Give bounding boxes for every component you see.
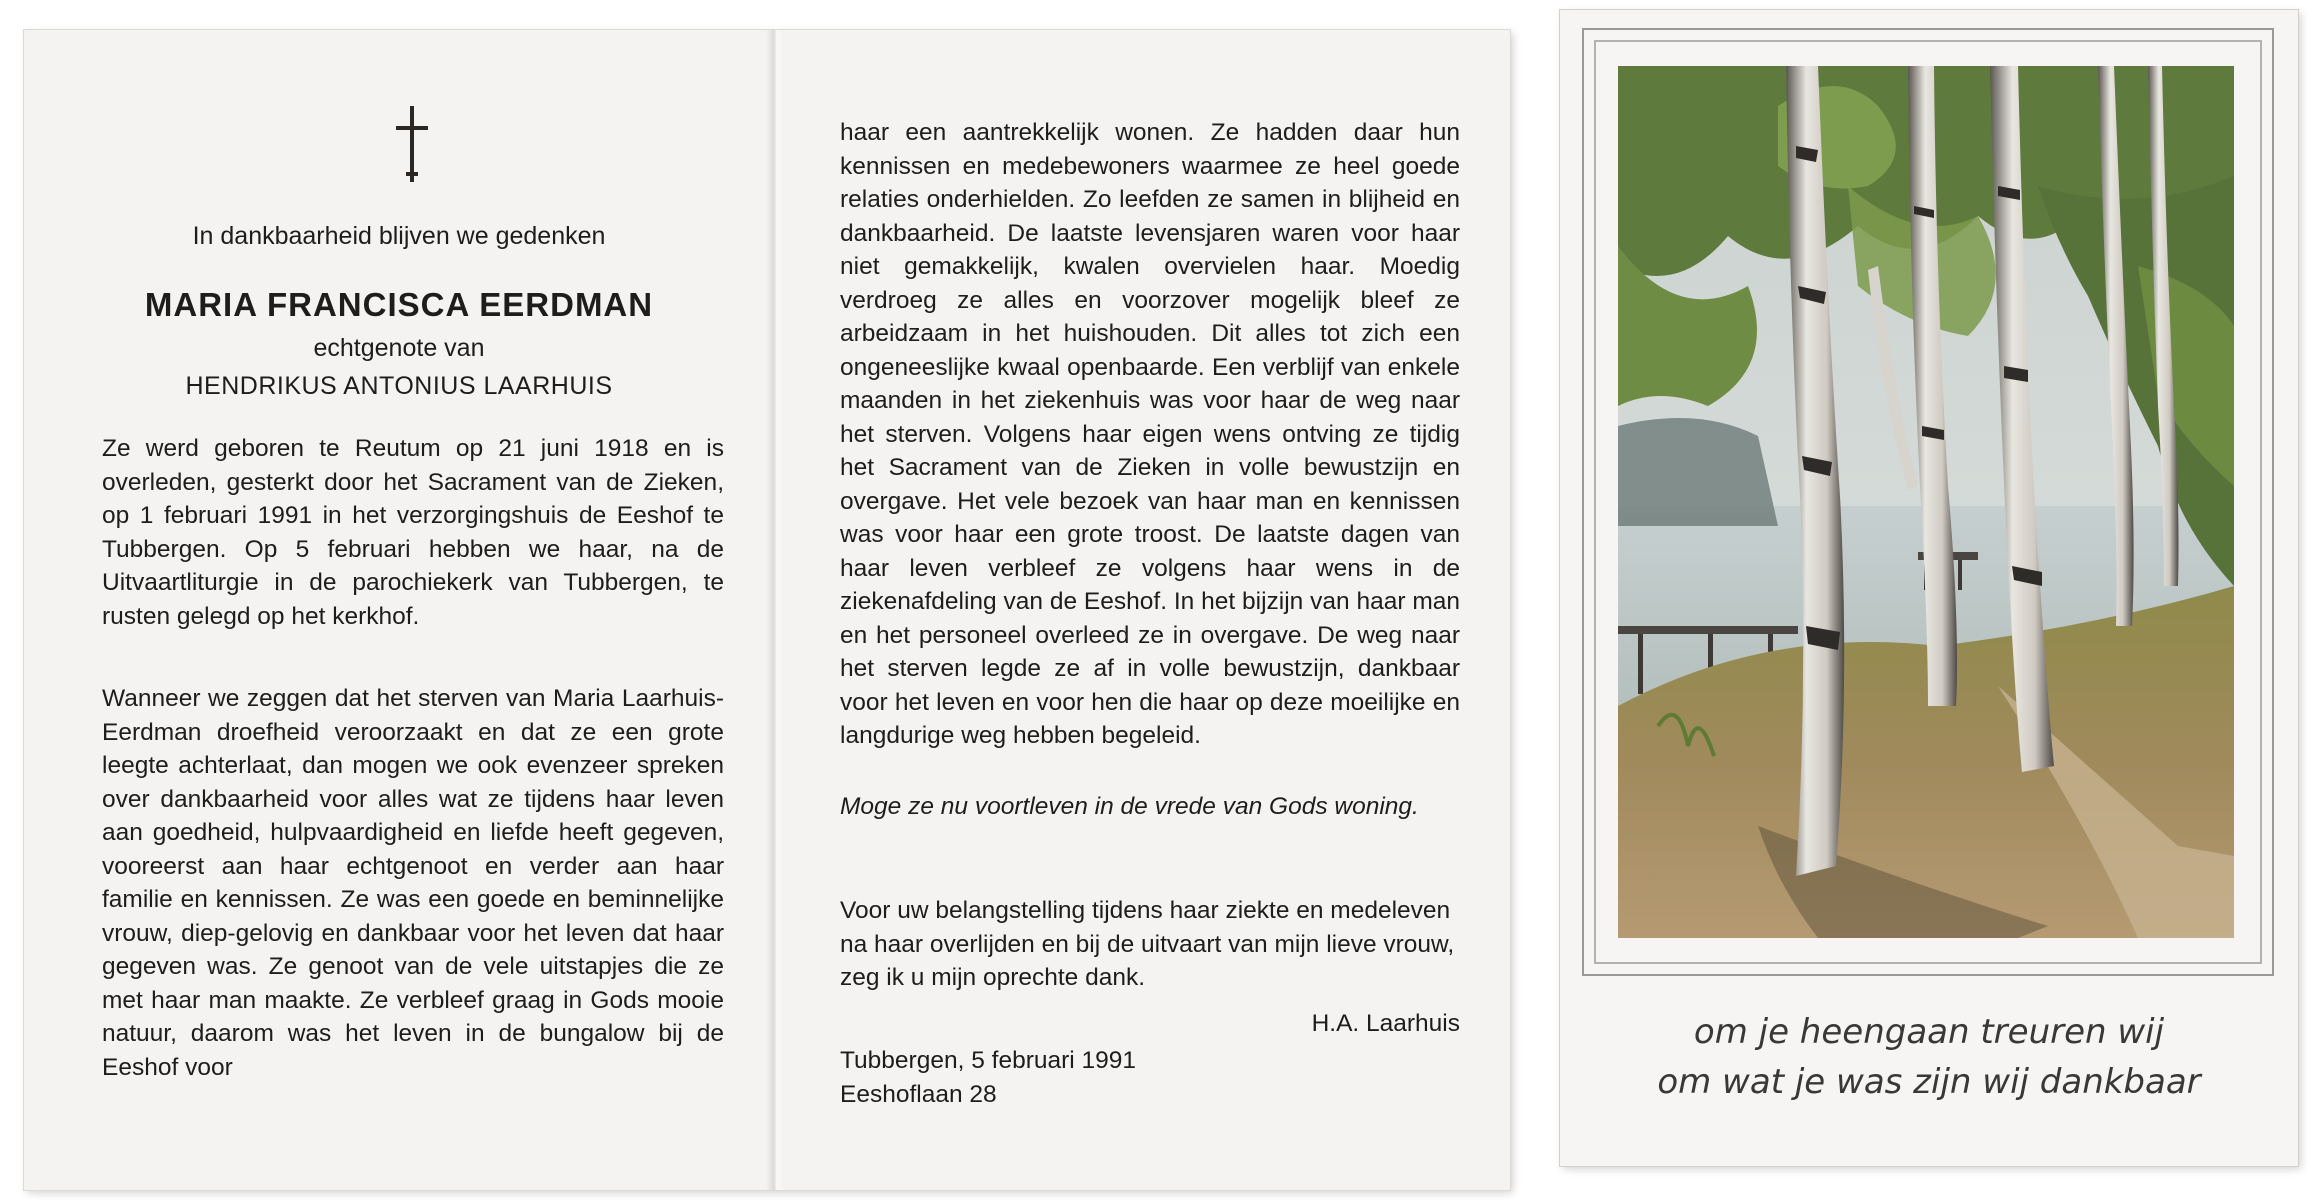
intro-text: In dankbaarheid blijven we gedenken [192,222,606,250]
quote-line-1: om je heengaan treuren wij [1693,1012,2165,1052]
memorial-card-front [1560,10,2298,1166]
thanks-paragraph: Voor uw belangstelling tijdens haar ziekte en medeleven na haar overlijden en bij de uitvaart van mijn lieve vrouw, zeg ik u mijn oprechte dank. [840,897,1455,991]
place-and-address [840,1044,1136,1111]
quote-line-2: om wat je was zijn wij dankbaar [1657,1062,2201,1102]
spouse-name: HENDRIKUS ANTONIUS LAARHUIS [185,372,613,400]
left-panel [24,30,774,1190]
lake-birch-photo [1618,66,2234,938]
place-date: Tubbergen, 5 februari 1991 [840,1047,1137,1074]
remembrance-paragraph: Wanneer we zeggen dat het sterven van Maria Laarhuis-Eerdman droefheid veroorzaakt en dat ze een grote leegte achterlaat, dan mogen we ook evenzeer spreken over dankbaarheid voor alles wat ze tijdens haar leven aan goedheid, hulpvaardigheid en liefde heeft gegeven, vooreerst aan haar echtgenoot en verder aan haar familie en kennissen. Ze was een goede en beminnelijke vrouw, diep-gelovig en dankbaar voor het leven dat haar gegeven was. Ze genoot van de vele uitstapjes die ze met haar man maakte. Ze verbleef graag in Gods mooie natuur, daarom was het leven in de bungalow bij de Eeshof voor [102,685,724,1081]
prayer-line: Moge ze nu voortleven in de vrede van Gods woning. [840,793,1419,820]
cross-icon [394,106,430,182]
deceased-name: MARIA FRANCISCA EERDMAN [144,286,654,323]
continuation-paragraph: haar een aantrekkelijk wonen. Ze hadden daar hun kennissen en medebewoners waarmee ze heel goede relaties onderhielden. Zo leefden ze samen in blijheid en dankbaarheid. De laatste levensjaren waren voor haar niet gemakkelijk, kwalen overvielen haar. Moedig verdroeg ze alles en voorzover mogelijk bleef ze arbeidzaam in het huishouden. Dit alles tot zich een ongeneeslijke kwaal openbaarde. Een verblijf van enkele maanden in het ziekenhuis was voor haar de weg naar het sterven. Volgens haar eigen wens ontving ze tijdig het Sacrament van de Zieken in volle bewustzijn en overgave. Het vele bezoek van haar man en kennissen was voor haar een grote troost. De laatste dagen van haar leven verbleef ze volgens haar wens in de ziekenafdeling van de Eeshof. In het bijzijn van haar man en het personeel overleed ze in overgave. De weg naar het sterven legde ze af in volle bewustzijn, dankbaar voor het leven en voor hen die haar op deze moeilijke en langdurige weg hebben begeleid. [840,119,1460,749]
middle-panel [784,30,1510,1190]
address: Eeshoflaan 28 [840,1080,997,1108]
spouse-label: echtgenote van [313,334,485,362]
biography-paragraph: Ze werd geboren te Reutum op 21 juni 1918 en is overleden, gesterkt door het Sacrament van de Zieken, op 1 februari 1991 in het verzorgingshuis de Eeshof te Tubbergen. Op 5 februari hebben we haar, na de Uitvaartliturgie in de parochiekerk van Tubbergen, te rusten gelegd op het kerkhof. [102,435,724,630]
memorial-card-inside [24,30,1510,1190]
signature: H.A. Laarhuis [1311,1010,1460,1037]
